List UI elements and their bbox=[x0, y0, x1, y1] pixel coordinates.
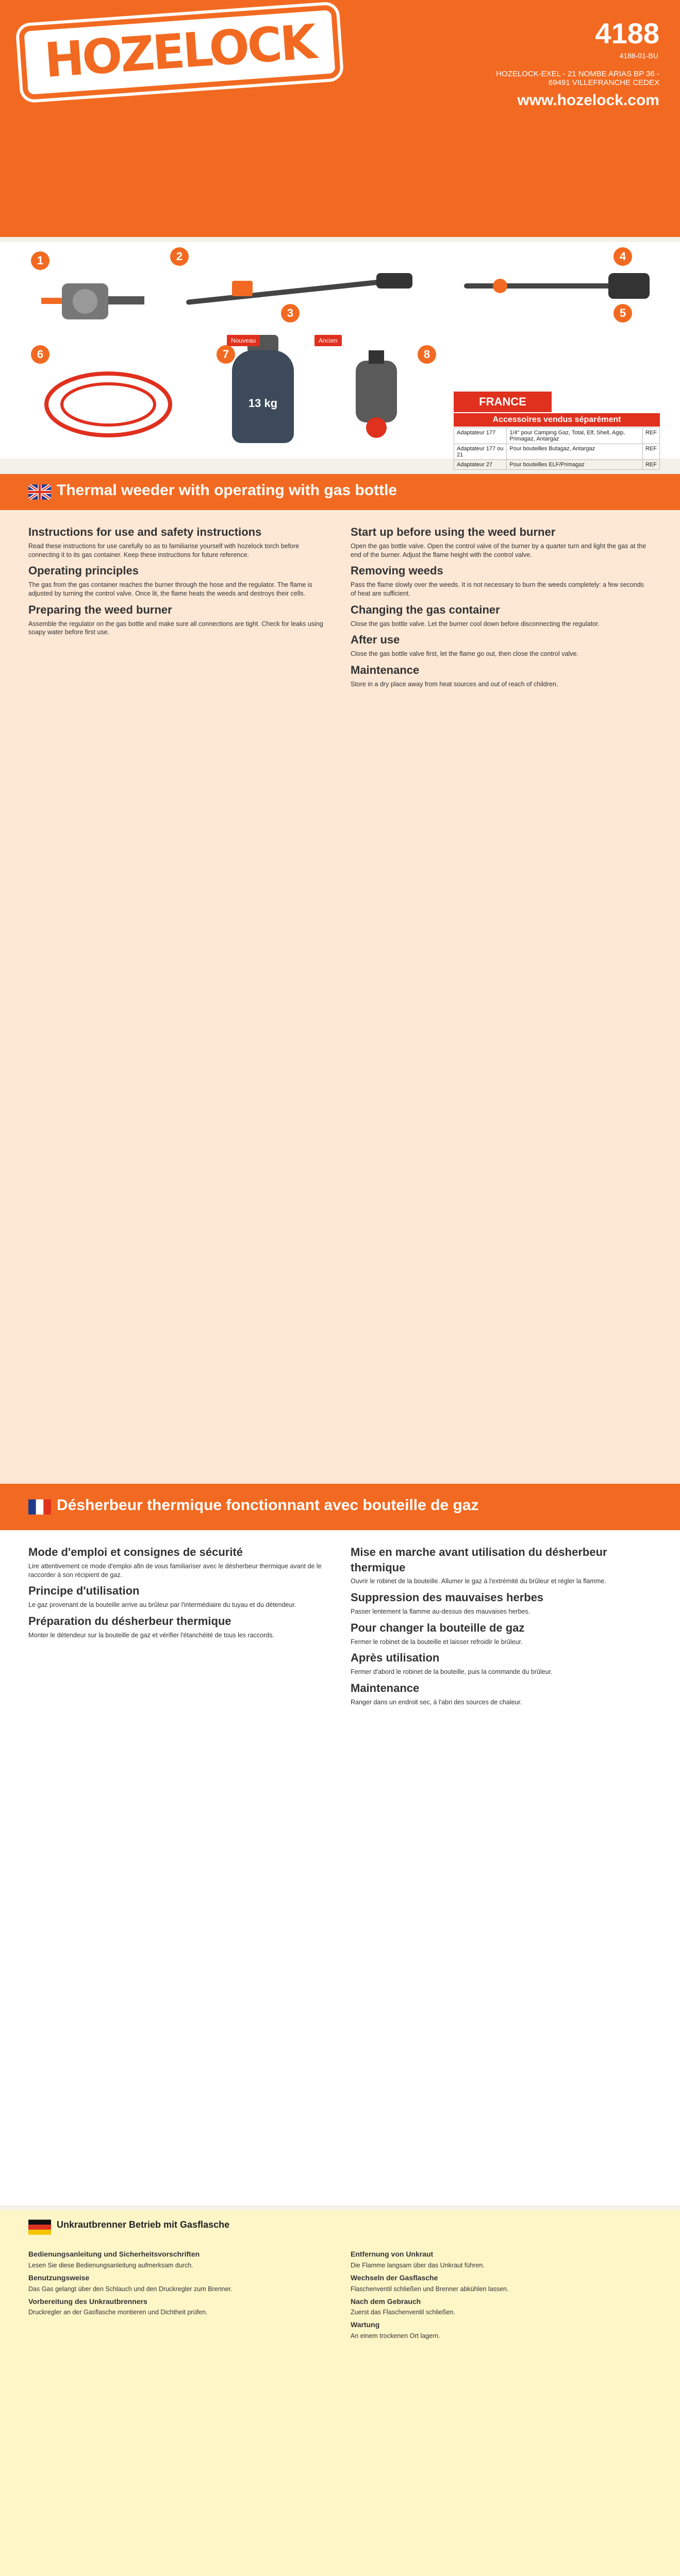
tag-new: Nouveau bbox=[227, 335, 260, 346]
heading: Bedienungsanleitung und Sicherheitsvorschriften bbox=[28, 2250, 200, 2258]
left-column bbox=[28, 2246, 327, 2320]
heading: Start up before using the weed burner bbox=[351, 526, 556, 538]
website-url: www.hozelock.com bbox=[517, 92, 659, 109]
version-code: 4188-01-BU bbox=[619, 52, 658, 60]
table-row bbox=[454, 460, 660, 470]
paragraph: Read these instructions for use carefully so as to familiarise yourself with hozelock torch before connecting it to its gas container. Keep these instructions for future reference. bbox=[28, 542, 300, 558]
heading: Removing weeds bbox=[351, 564, 443, 578]
left-column bbox=[28, 1540, 327, 1643]
paragraph: Das Gas gelangt über den Schlauch und den Druckregler zum Brenner. bbox=[28, 2285, 233, 2293]
right-column bbox=[351, 520, 650, 692]
section-title: Désherbeur thermique fonctionnant avec bouteille de gaz bbox=[57, 1497, 479, 1514]
step-badge: 6 bbox=[31, 345, 49, 364]
heading: Pour changer la bouteille de gaz bbox=[351, 1621, 525, 1634]
uk-flag-icon bbox=[28, 484, 51, 500]
step-badge: 3 bbox=[281, 304, 300, 323]
heading: Changing the gas container bbox=[351, 603, 500, 616]
heading: Operating principles bbox=[28, 564, 139, 578]
heading: Suppression des mauvaises herbes bbox=[351, 1591, 544, 1604]
hose-illustration bbox=[31, 355, 186, 448]
table-cell: REF bbox=[642, 428, 659, 444]
paragraph: Assemble the regulator on the gas bottle and make sure all connections are tight. Check for leaks using soapy water before first use. bbox=[28, 620, 323, 636]
france-label: FRANCE bbox=[454, 392, 552, 412]
paragraph: Store in a dry place away from heat sources and out of reach of children. bbox=[351, 680, 558, 688]
heading: Après utilisation bbox=[351, 1651, 440, 1665]
table-cell: Adaptateur 177 bbox=[454, 428, 507, 444]
heading: Preparing the weed burner bbox=[28, 603, 172, 616]
paragraph: Zuerst das Flaschenventil schließen. bbox=[351, 2309, 455, 2316]
accessories-table bbox=[454, 428, 660, 470]
section-french bbox=[0, 1484, 680, 2205]
step-badge: 8 bbox=[418, 345, 436, 364]
heading: Maintenance bbox=[351, 664, 420, 676]
heading: After use bbox=[351, 633, 400, 647]
heading: Nach dem Gebrauch bbox=[351, 2297, 421, 2306]
paragraph: Open the gas bottle valve. Open the control valve of the burner by a quarter turn and light the gas at the end of the burner. Adjust the flame height with the control valve. bbox=[351, 542, 646, 558]
logo bbox=[19, 5, 341, 100]
logo-text: HOZELOCK bbox=[19, 5, 341, 100]
paragraph: Le gaz provenant de la bouteille arrive au brûleur par l'intermédiaire du tuyau et du détendeur. bbox=[28, 1601, 296, 1609]
right-column bbox=[351, 2246, 650, 2344]
heading: Maintenance bbox=[351, 1681, 420, 1694]
section-english bbox=[0, 474, 680, 1484]
heading: Vorbereitung des Unkrautbrenners bbox=[28, 2297, 147, 2306]
paragraph: Monter le détendeur sur la bouteille de gaz et vérifier l'étanchéité de tous les raccords. bbox=[28, 1631, 274, 1639]
step-badge: 7 bbox=[217, 345, 235, 364]
table-cell: Adaptateur 177 ou 21 bbox=[454, 444, 507, 460]
germany-flag-icon bbox=[28, 2219, 51, 2235]
weed-burner-illustration bbox=[170, 252, 428, 335]
paragraph: Fermer d'abord le robinet de la bouteille, puis la commande du brûleur. bbox=[351, 1668, 553, 1676]
heading: Instructions for use and safety instructions bbox=[28, 526, 262, 538]
accessories-title: Accessoires vendus séparément bbox=[454, 413, 660, 427]
table-cell: 1/4" pour Camping Gaz, Total, Elf, Shell, Agip, Primagaz, Antargaz bbox=[507, 428, 643, 444]
step-badge: 4 bbox=[613, 247, 632, 266]
paragraph: Passer lentement la flamme au-dessus des mauvaises herbes. bbox=[351, 1607, 530, 1615]
heading: Principe d'utilisation bbox=[28, 1584, 140, 1598]
heading: Préparation du désherbeur thermique bbox=[28, 1615, 231, 1628]
section-title: Unkrautbrenner Betrieb mit Gasflasche bbox=[57, 2219, 230, 2230]
table-cell: REF bbox=[642, 444, 659, 460]
table-cell: Pour bouteilles ELF/Primagaz bbox=[507, 460, 643, 470]
table-row bbox=[454, 444, 660, 460]
heading: Entfernung von Unkraut bbox=[351, 2250, 434, 2258]
table-cell: Pour bouteilles Butagaz, Antargaz bbox=[507, 444, 643, 460]
table-row bbox=[454, 428, 660, 444]
left-column bbox=[28, 520, 327, 640]
heading: Wechseln der Gasflasche bbox=[351, 2273, 438, 2282]
paragraph: Fermer le robinet de la bouteille et laisser refroidir le brûleur. bbox=[351, 1638, 523, 1646]
company-address: HOZELOCK-EXEL - 21 NOMBE ARIAS BP 36 - 69491 VILLEFRANCHE CEDEX bbox=[496, 70, 659, 87]
paragraph: Flaschenventil schließen und Brenner abkühlen lassen. bbox=[351, 2285, 509, 2293]
paragraph: Close the gas bottle valve. Let the burner cool down before disconnecting the regulator. bbox=[351, 620, 600, 628]
tag-old: Ancien bbox=[314, 335, 342, 346]
paragraph: Druckregler an der Gasflasche montieren und Dichtheit prüfen. bbox=[28, 2309, 208, 2316]
paragraph: Close the gas bottle valve first, let the flame go out, then close the control valve. bbox=[351, 650, 578, 658]
heading: Mode d'emploi et consignes de sécurité bbox=[28, 1546, 243, 1558]
table-cell: REF bbox=[642, 460, 659, 470]
section-title: Thermal weeder with operating with gas bottle bbox=[57, 482, 397, 499]
paragraph: The gas from the gas container reaches the burner through the hose and the regulator. The flame is adjusted by turning the control valve. Once lit, the flame heats the weeds and destroys their cells. bbox=[28, 581, 312, 597]
section-german bbox=[0, 2210, 680, 2576]
paragraph: Ranger dans un endroit sec, à l'abri des sources de chaleur. bbox=[351, 1698, 522, 1706]
heading: Benutzungsweise bbox=[28, 2273, 90, 2282]
right-column bbox=[351, 1540, 650, 1710]
paragraph: Pass the flame slowly over the weeds. It is not necessary to burn the weeds completely: a few seconds of heat are sufficient. bbox=[351, 581, 644, 597]
gas-bottle-weight: 13 kg bbox=[248, 397, 278, 410]
illustrations-panel bbox=[0, 242, 680, 468]
regulator-illustration bbox=[31, 258, 155, 350]
step-badge: 2 bbox=[170, 247, 189, 266]
paragraph: Die Flamme langsam über das Unkraut führen. bbox=[351, 2261, 485, 2269]
header bbox=[0, 0, 680, 237]
paragraph: Lire attentivement ce mode d'emploi afin de vous familiariser avec le désherbeur thermique avant de le raccorder à son récipient de gaz. bbox=[28, 1562, 322, 1579]
model-number: 4188 bbox=[595, 17, 659, 49]
paragraph: Ouvrir le robinet de la bouteille. Allumer le gaz à l'extrémité du brûleur et régler la flamme. bbox=[351, 1578, 606, 1585]
table-cell: Adaptateur 27 bbox=[454, 460, 507, 470]
paragraph: An einem trockenen Ort lagern. bbox=[351, 2332, 440, 2340]
heading: Mise en marche avant utilisation du désherbeur thermique bbox=[351, 1546, 607, 1574]
paragraph: Lesen Sie diese Bedienungsanleitung aufmerksam durch. bbox=[28, 2261, 193, 2269]
heading: Wartung bbox=[351, 2320, 380, 2329]
step-badge: 1 bbox=[31, 251, 49, 270]
step-badge: 5 bbox=[613, 304, 632, 323]
france-flag-icon bbox=[28, 1499, 51, 1515]
connection-illustration bbox=[320, 350, 433, 443]
